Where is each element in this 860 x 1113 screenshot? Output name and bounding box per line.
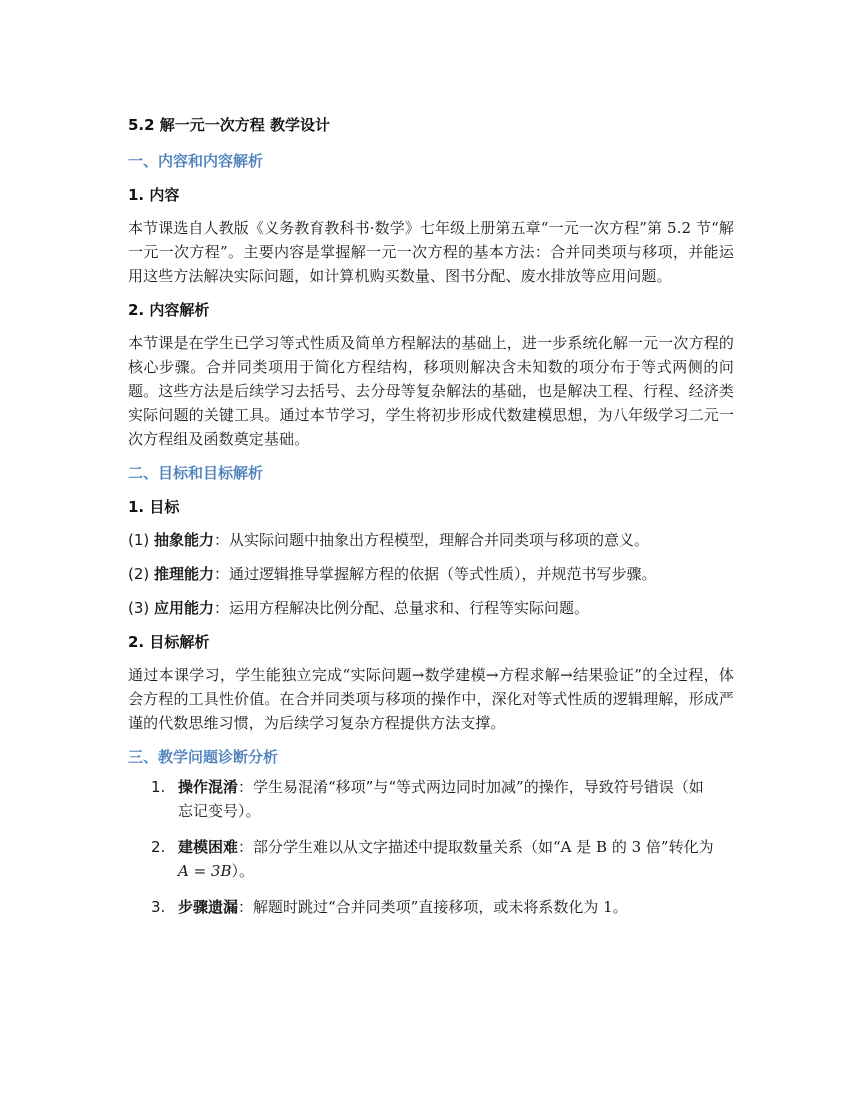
- list-item: [128, 895, 718, 919]
- goal-label: 推理能力: [154, 565, 215, 583]
- goal-number: (2): [128, 565, 150, 583]
- list-marker: 3.: [151, 898, 166, 916]
- diagnosis-list: [128, 775, 734, 919]
- subheading-goal-analysis: 2. 目标解析: [128, 633, 210, 651]
- section-heading-diagnosis: 三、教学问题诊断分析: [128, 748, 279, 766]
- item-text: ：解题时跳过“合并同类项”直接移项，或未将系数化为 1。: [238, 898, 628, 916]
- item-text-end: ）。: [231, 862, 255, 880]
- goal-text: ：从实际问题中抽象出方程模型，理解合并同类项与移项的意义。: [214, 531, 650, 549]
- content-analysis-paragraph: 本节课是在学生已学习等式性质及简单方程解法的基础上，进一步系统化解一元一次方程的核心步骤。合并同类项用于简化方程结构，移项则解决含未知数的项分布于等式两侧的问题。这些方法是后续学习去括号、去分母等复杂解法的基础，也是解决工程、行程、经济类实际问题的关键工具。通过本节学习，学生将初步形成代数建模思想，为八年级学习二元一次方程组及函数奠定基础。: [128, 334, 734, 448]
- item-text: ：部分学生难以从文字描述中提取数量关系（如“A 是 B 的 3 倍”转化为: [238, 838, 714, 856]
- list-item: [128, 775, 718, 823]
- goal-analysis-paragraph: 通过本课学习，学生能独立完成“实际问题→数学建模→方程求解→结果验证”的全过程，体会方程的工具性价值。在合并同类项与移项的操作中，深化对等式性质的逻辑理解，形成严谨的代数思维习惯，为后续学习复杂方程提供方法支撑。: [128, 666, 734, 732]
- list-marker: 2.: [151, 838, 166, 856]
- goal-label: 抽象能力: [154, 531, 215, 549]
- goal-number: (1): [128, 531, 150, 549]
- goal-item: [128, 562, 734, 586]
- list-item: [128, 835, 718, 883]
- goal-number: (3): [128, 599, 150, 617]
- subheading-content: 1. 内容: [128, 186, 180, 204]
- goal-item: [128, 528, 734, 552]
- item-text: ：学生易混淆“移项”与“等式两边同时加减”的操作，导致符号错误（如忘记变号）。: [178, 778, 704, 820]
- goal-text: ：通过逻辑推导掌握解方程的依据（等式性质），并规范书写步骤。: [214, 565, 657, 583]
- goal-text: ：运用方程解决比例分配、总量求和、行程等实际问题。: [214, 599, 590, 617]
- goal-item: [128, 596, 734, 620]
- item-label: 建模困难: [178, 838, 239, 856]
- list-marker: 1.: [151, 778, 166, 796]
- subheading-content-analysis: 2. 内容解析: [128, 301, 210, 319]
- content-paragraph: 本节课选自人教版《义务教育教科书·数学》七年级上册第五章“一元一次方程”第 5.2 节“解一元一次方程”。主要内容是掌握解一元一次方程的基本方法：合并同类项与移项，并能运用这些方法解决实际问题，如计算机购买数量、图书分配、废水排放等应用问题。: [128, 219, 734, 285]
- section-heading-goals: 二、目标和目标解析: [128, 464, 264, 482]
- goal-label: 应用能力: [154, 599, 215, 617]
- section-heading-content: 一、内容和内容解析: [128, 152, 264, 170]
- item-label: 步骤遗漏: [178, 898, 239, 916]
- document-title: 5.2 解一元一次方程 教学设计: [128, 116, 331, 134]
- subheading-goals: 1. 目标: [128, 498, 180, 516]
- item-label: 操作混淆: [178, 778, 239, 796]
- document-page: [128, 113, 734, 931]
- math-expression: A = 3B: [178, 862, 232, 880]
